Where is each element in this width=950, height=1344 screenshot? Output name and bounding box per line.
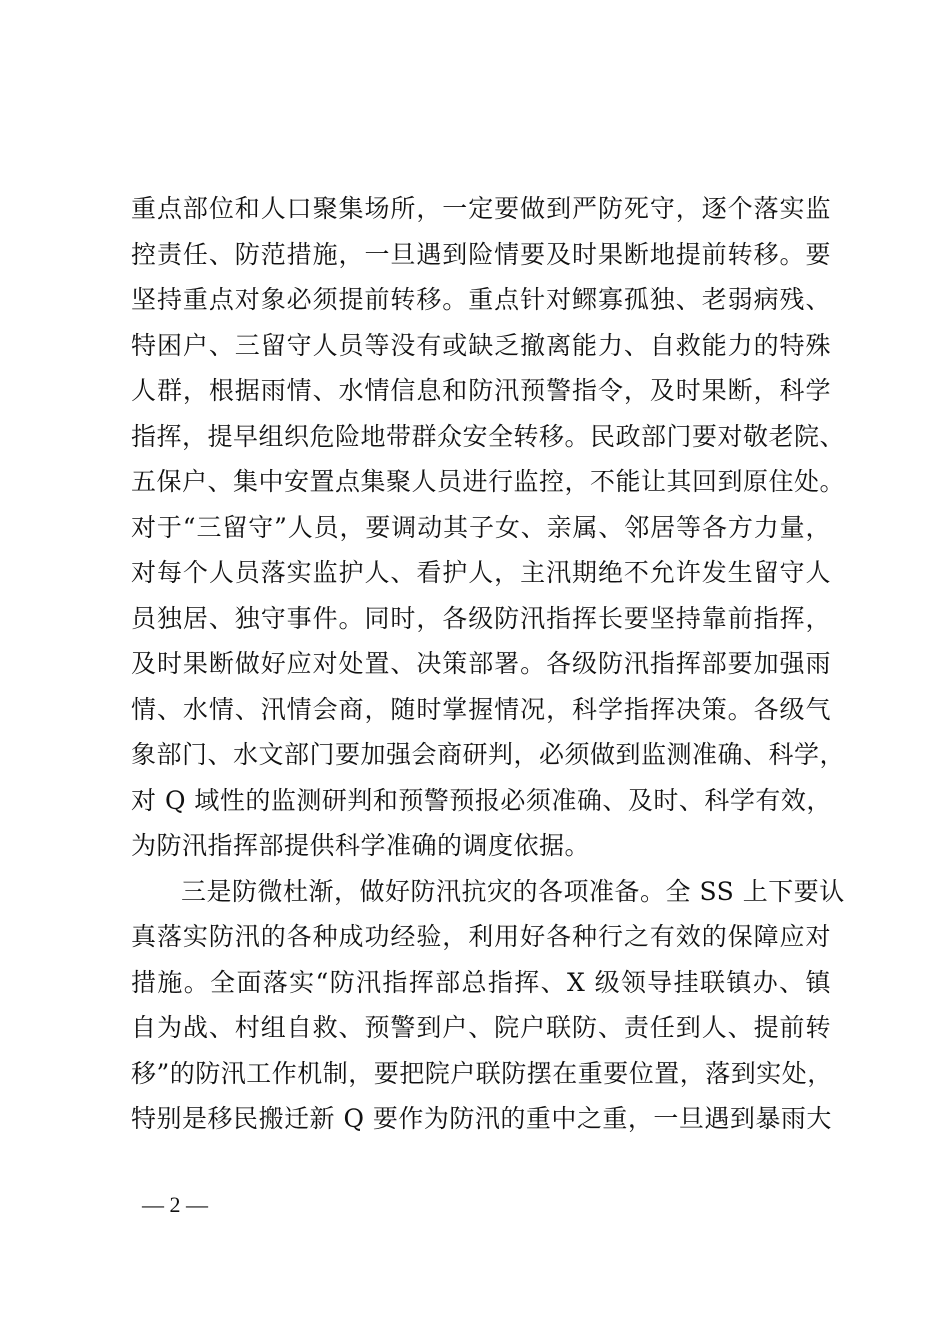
- text-line: 为防汛指挥部提供科学准确的调度依据。: [131, 831, 591, 860]
- text-line: 指挥，提早组织危险地带群众安全转移。民政部门要对敬老院、: [131, 421, 846, 451]
- text-line: 真落实防汛的各种成功经验，利用好各种行之有效的保障应对: [131, 922, 831, 951]
- text-line: 特别是移民搬迁新 Q 要作为防汛的重中之重，一旦遇到暴雨大: [131, 1104, 832, 1133]
- paragraph-2: [131, 869, 845, 1142]
- text-line: 五保户、集中安置点集聚人员进行监控，不能让其回到原住处。: [131, 467, 846, 496]
- text-line: 及时果断做好应对处置、决策部署。各级防汛指挥部要加强雨: [131, 649, 831, 678]
- text-line: 对每个人员落实监护人、看护人，主汛期绝不允许发生留守人: [131, 558, 831, 587]
- text-line: 对 Q 域性的监测研判和预警预报必须准确、及时、科学有效，: [131, 785, 832, 815]
- text-line: 象部门、水文部门要加强会商研判，必须做到监测准确、科学，: [131, 740, 846, 769]
- text-line: 三是防微杜渐，做好防汛抗灾的各项准备。全 SS 上下要认: [181, 876, 845, 906]
- text-line: 移”的防汛工作机制，要把院户联防摆在重要位置，落到实处，: [131, 1058, 833, 1088]
- text-line: 人群，根据雨情、水情信息和防汛预警指令，及时果断，科学: [131, 376, 831, 405]
- page-number: — 2 —: [142, 1192, 208, 1217]
- body-text: [131, 186, 846, 1142]
- text-line: 特困户、三留守人员等没有或缺乏撤离能力、自救能力的特殊: [131, 330, 831, 360]
- text-line: 措施。全面落实“防汛指挥部总指挥、X 级领导挂联镇办、镇: [131, 967, 831, 997]
- text-line: 控责任、防范措施，一旦遇到险情要及时果断地提前转移。要: [131, 239, 831, 269]
- text-line: 员独居、独守事件。同时，各级防汛指挥长要坚持靠前指挥，: [131, 603, 831, 633]
- text-line: 情、水情、汛情会商，随时掌握情况，科学指挥决策。各级气: [131, 694, 831, 724]
- text-line: 坚持重点对象必须提前转移。重点针对鳏寡孤独、老弱病残、: [131, 285, 831, 314]
- paragraph-1: [131, 186, 846, 869]
- text-line: 自为战、村组自救、预警到户、院户联防、责任到人、提前转: [131, 1013, 831, 1042]
- text-line: 对于“三留守”人员，要调动其子女、亲属、邻居等各方力量，: [131, 512, 831, 542]
- text-line: 重点部位和人口聚集场所，一定要做到严防死守，逐个落实监: [131, 194, 831, 223]
